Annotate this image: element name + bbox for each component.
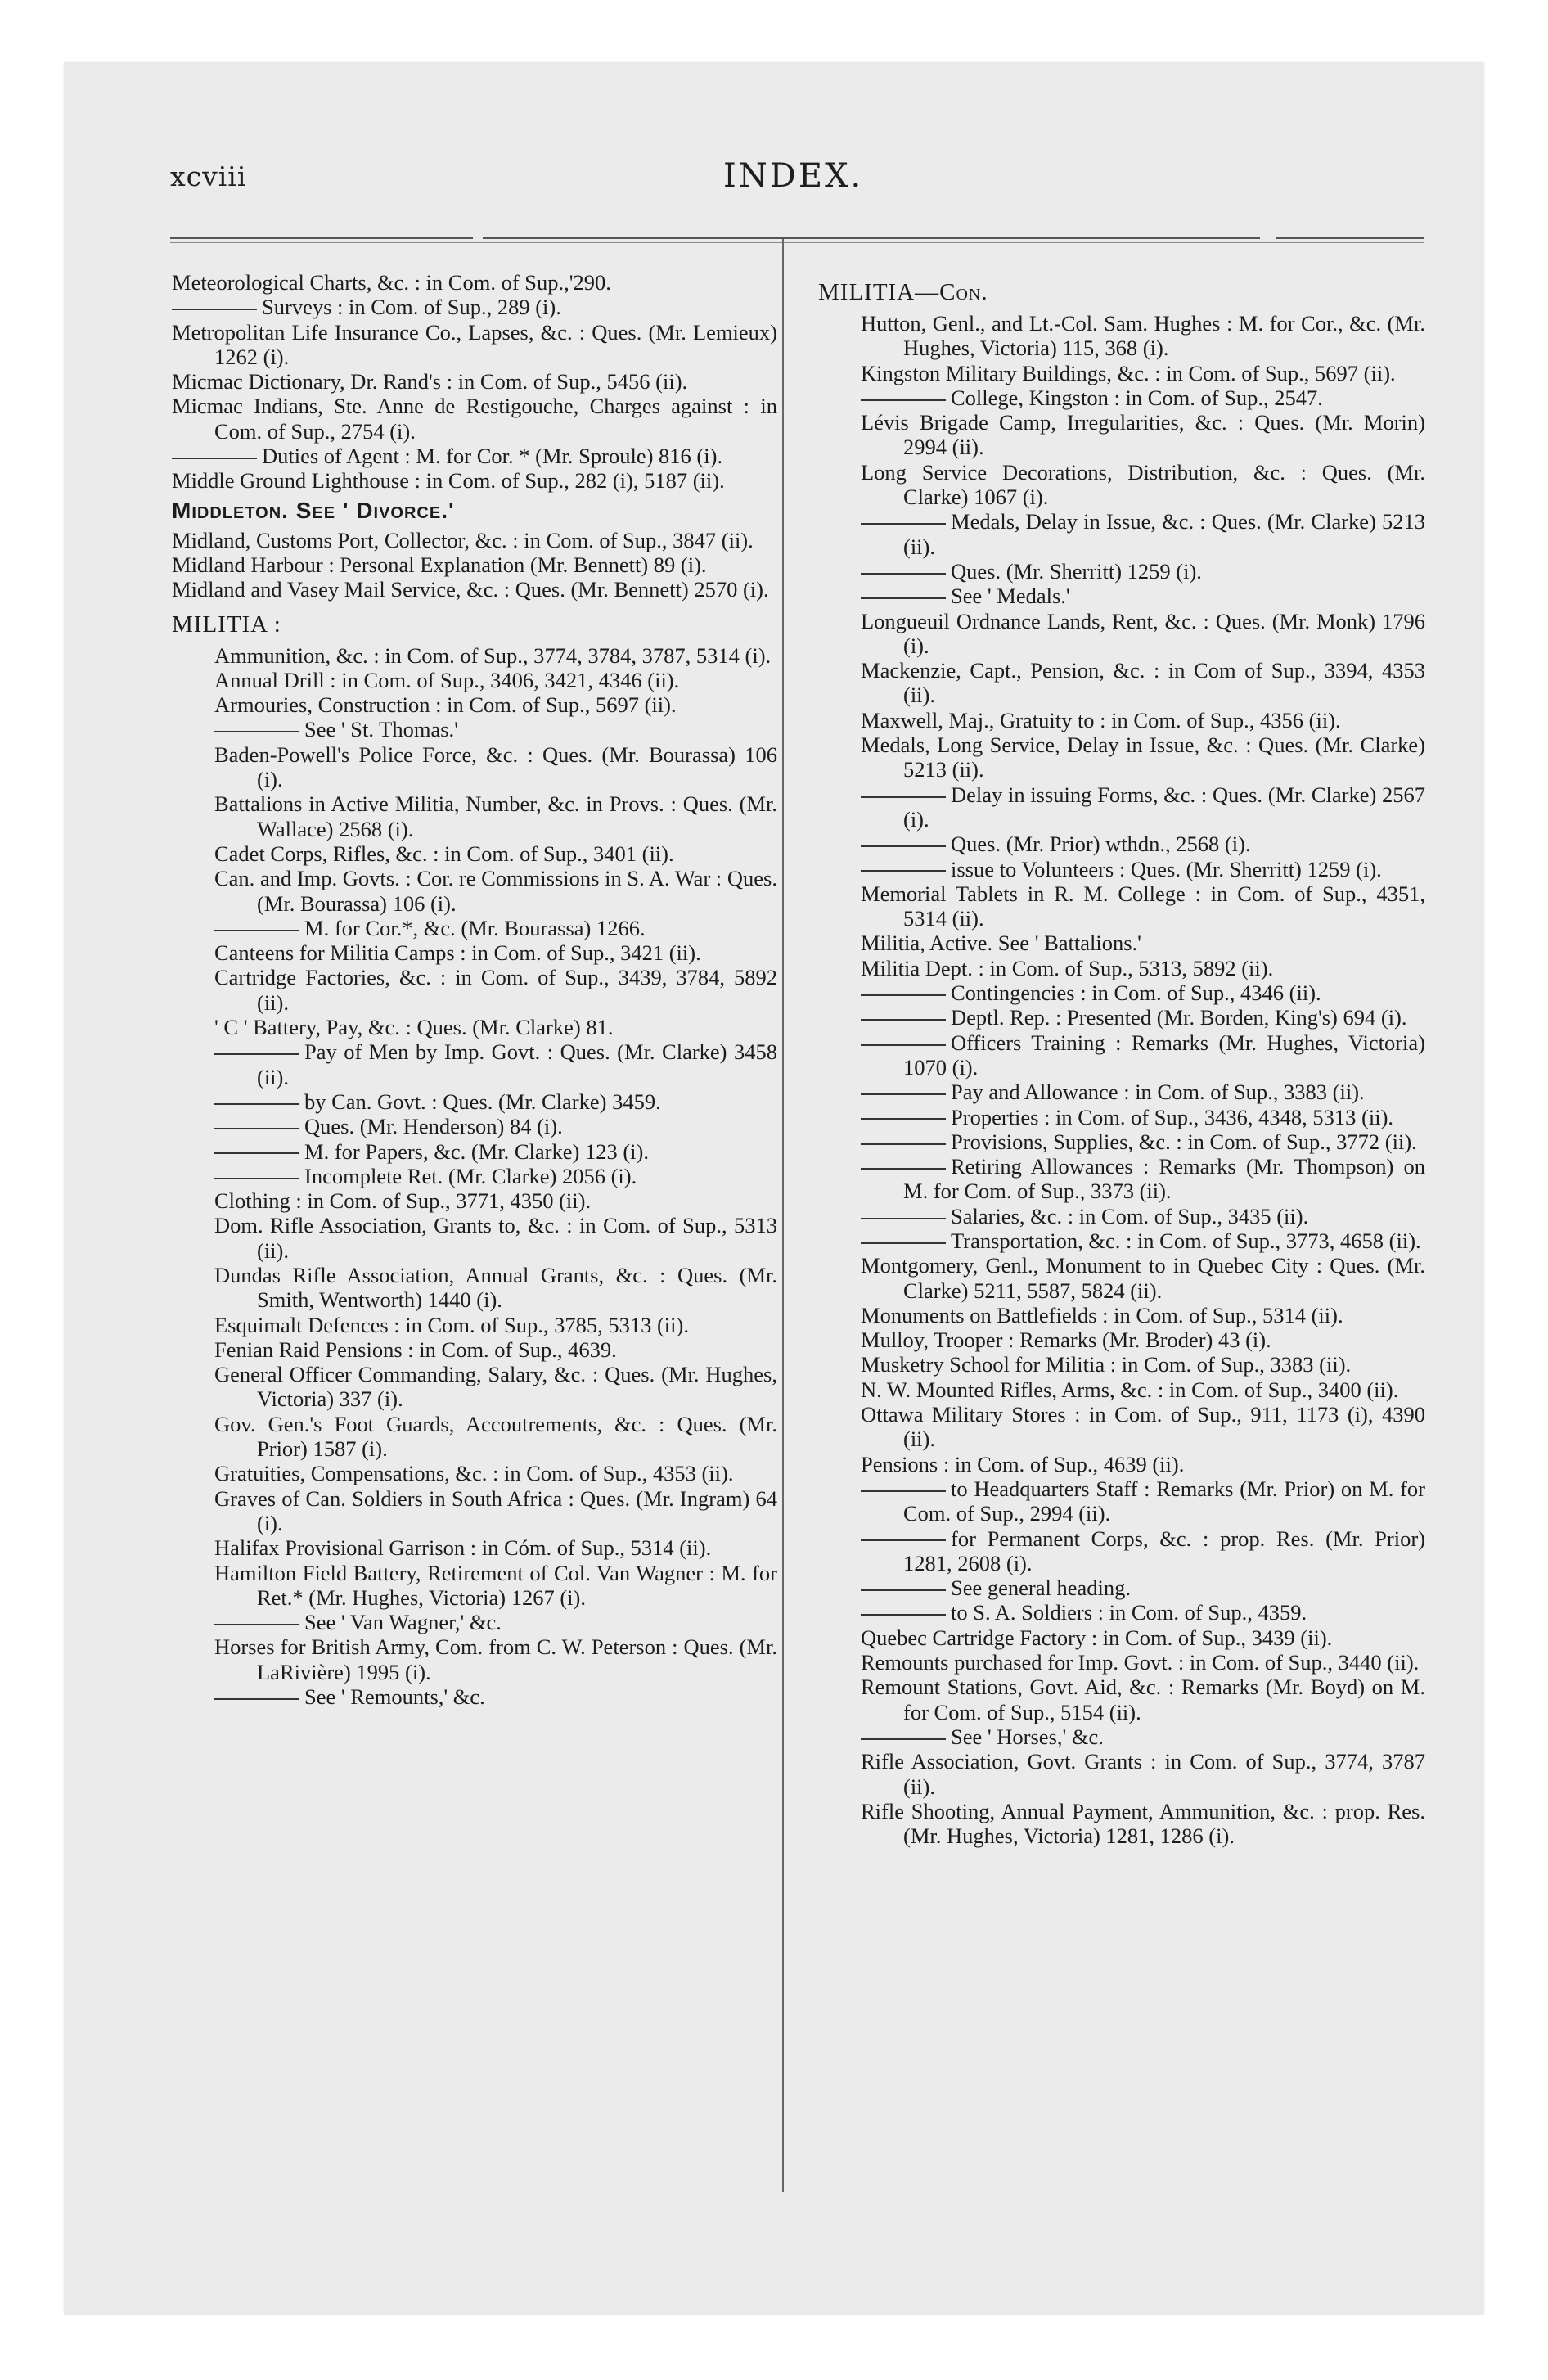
- entry-text: General Officer Commanding, Salary, &c. : Ques. (Mr. Hughes, Victoria) 337 (i).: [214, 1362, 777, 1412]
- entry-text: Mackenzie, Capt., Pension, &c. : in Com of Sup., 3394, 4353 (ii).: [861, 658, 1425, 708]
- index-entry: [861, 509, 1425, 559]
- index-entry: [214, 1337, 777, 1362]
- index-entry: [214, 1412, 777, 1462]
- index-entry: [861, 1129, 1425, 1154]
- index-entry: [214, 643, 777, 668]
- entry-text: Surveys : in Com. of Sup., 289 (i).: [262, 295, 561, 320]
- index-entry: [172, 320, 777, 370]
- index-entry: [861, 980, 1425, 1005]
- ditto-dash: [861, 1093, 946, 1095]
- ditto-dash: [214, 1128, 299, 1129]
- ditto-dash: [214, 1698, 299, 1700]
- index-entry: [214, 1213, 777, 1263]
- ditto-dash: [861, 870, 946, 872]
- ditto-dash: [214, 1624, 299, 1625]
- ditto-dash: [214, 1053, 299, 1055]
- index-entry: [861, 1799, 1425, 1849]
- page-title: INDEX.: [723, 157, 864, 195]
- index-entry: [861, 1154, 1425, 1204]
- index-entry: [861, 782, 1425, 832]
- index-entry: [861, 931, 1425, 955]
- ditto-dash: [861, 1118, 946, 1120]
- index-entry: [172, 394, 777, 444]
- entry-text: Remount Stations, Govt. Aid, &c. : Remarks (Mr. Boyd) on M. for Com. of Sup., 5154 (ii).: [861, 1675, 1425, 1724]
- entry-text: Militia, Active. See ' Battalions.': [861, 931, 1141, 956]
- entry-text: Hutton, Genl., and Lt.-Col. Sam. Hughes : M. for Cor., &c. (Mr. Hughes, Victoria) 115, 368 (i).: [861, 311, 1425, 361]
- index-entry: [861, 609, 1425, 659]
- ditto-dash: [861, 597, 946, 599]
- index-entry: [861, 881, 1425, 931]
- ditto-dash: [861, 796, 946, 798]
- entry-text: Clothing : in Com. of Sup., 3771, 4350 (ii).: [214, 1188, 592, 1214]
- entry-text: Ques. (Mr. Prior) wthdn., 2568 (i).: [951, 832, 1251, 857]
- column-divider: [782, 239, 784, 2192]
- index-entry: [861, 1675, 1425, 1724]
- index-entry: [861, 708, 1425, 732]
- entry-text: Metropolitan Life Insurance Co., Lapses, &c. : Ques. (Mr. Lemieux) 1262 (i).: [172, 319, 777, 369]
- ditto-dash: [861, 845, 946, 847]
- index-entry: [861, 410, 1425, 460]
- entry-text: Fenian Raid Pensions : in Com. of Sup., 4639.: [214, 1336, 617, 1362]
- entry-text: Graves of Can. Soldiers in South Africa : Ques. (Mr. Ingram) 64 (i).: [214, 1485, 777, 1535]
- index-entry: [861, 1005, 1425, 1030]
- entry-text: Retiring Allowances : Remarks (Mr. Thompson) on M. for Com. of Sup., 3373 (ii).: [903, 1154, 1425, 1204]
- index-entry: [861, 385, 1425, 410]
- entry-text: Can. and Imp. Govts. : Cor. re Commissions in S. A. War : Ques. (Mr. Bourassa) 106 (i).: [214, 866, 777, 916]
- entry-text: Rifle Association, Govt. Grants : in Com. of Sup., 3774, 3787 (ii).: [861, 1749, 1425, 1799]
- entry-text: See ' Horses,' &c.: [951, 1724, 1104, 1749]
- index-entry: [861, 1204, 1425, 1228]
- ditto-dash: [861, 994, 946, 996]
- entry-text: to S. A. Soldiers : in Com. of Sup., 4359.: [951, 1600, 1307, 1625]
- entry-text: Gratuities, Compensations, &c. : in Com. of Sup., 4353 (ii).: [214, 1461, 734, 1486]
- ditto-dash: [861, 1738, 946, 1740]
- entry-text: Meteorological Charts, &c. : in Com. of Sup.,'290.: [172, 270, 611, 295]
- index-entry: [861, 1105, 1425, 1129]
- entry-text: Ques. (Mr. Sherritt) 1259 (i).: [951, 558, 1202, 584]
- header-rule-right: [1276, 237, 1424, 239]
- entry-text: Micmac Indians, Ste. Anne de Restigouche, Charges against : in Com. of Sup., 2754 (i).: [172, 394, 777, 444]
- entry-text: Ottawa Military Stores : in Com. of Sup., 911, 1173 (i), 4390 (ii).: [861, 1402, 1425, 1452]
- entry-text: Incomplete Ret. (Mr. Clarke) 2056 (i).: [304, 1163, 637, 1188]
- index-entry: [861, 460, 1425, 510]
- index-entry: [214, 1486, 777, 1536]
- index-entry: [214, 692, 777, 717]
- ditto-dash: [214, 1152, 299, 1154]
- index-entry: [861, 732, 1425, 782]
- index-entry: [214, 866, 777, 916]
- entry-text: by Can. Govt. : Ques. (Mr. Clarke) 3459.: [304, 1089, 661, 1114]
- entry-text: for Permanent Corps, &c. : prop. Res. (Mr. Prior) 1281, 2608 (i).: [903, 1526, 1425, 1575]
- entry-text: Midland Harbour : Personal Explanation (Mr. Bennett) 89 (i).: [172, 552, 707, 577]
- index-entry: [214, 965, 777, 1015]
- entry-text: Gov. Gen.'s Foot Guards, Accoutrements, &c. : Ques. (Mr. Prior) 1587 (i).: [214, 1411, 777, 1462]
- entry-text: Longueuil Ordnance Lands, Rent, &c. : Ques. (Mr. Monk) 1796 (i).: [861, 608, 1425, 658]
- entry-text: Quebec Cartridge Factory : in Com. of Sup., 3439 (ii).: [861, 1625, 1333, 1650]
- index-entry: [172, 270, 777, 295]
- entry-text: Dundas Rifle Association, Annual Grants, &c. : Ques. (Mr. Smith, Wentworth) 1440 (i).: [214, 1262, 777, 1313]
- ditto-dash: [214, 1103, 299, 1105]
- index-entry: [861, 311, 1425, 361]
- index-entry: [861, 1526, 1425, 1576]
- entry-text: Properties : in Com. of Sup., 3436, 4348, 5313 (ii).: [951, 1104, 1394, 1129]
- entry-text: Pay of Men by Imp. Govt. : Ques. (Mr. Clarke) 3458 (ii).: [257, 1039, 777, 1089]
- index-entry: [861, 1625, 1425, 1650]
- entry-text: Long Service Decorations, Distribution, &c. : Ques. (Mr. Clarke) 1067 (i).: [861, 459, 1425, 510]
- section-heading: [172, 611, 777, 638]
- entry-text: Kingston Military Buildings, &c. : in Com. of Sup., 5697 (ii).: [861, 360, 1396, 385]
- entry-text: Middle Ground Lighthouse : in Com. of Sup., 282 (i), 5187 (ii).: [172, 468, 725, 494]
- entry-text: Rifle Shooting, Annual Payment, Ammunition, &c. : prop. Res. (Mr. Hughes, Victoria) 1281, 1286 (i).: [861, 1798, 1425, 1849]
- index-entry: [172, 444, 777, 468]
- ditto-dash: [172, 309, 257, 310]
- entry-text: MILITIA—Con.: [818, 279, 988, 305]
- entry-text: Midland, Customs Port, Collector, &c. : in Com. of Sup., 3847 (ii).: [172, 527, 754, 552]
- entry-text: Ammunition, &c. : in Com. of Sup., 3774, 3784, 3787, 5314 (i).: [214, 642, 772, 668]
- index-entry: [172, 552, 777, 577]
- index-entry: [861, 1030, 1425, 1080]
- entry-text: Transportation, &c. : in Com. of Sup., 3773, 4658 (ii).: [951, 1228, 1421, 1253]
- header-rule-left: [170, 237, 473, 239]
- entry-text: Battalions in Active Militia, Number, &c. in Provs. : Ques. (Mr. Wallace) 2568 (i).: [214, 791, 777, 841]
- index-entry: [172, 369, 777, 394]
- index-entry: [172, 295, 777, 319]
- entry-text: M. for Cor.*, &c. (Mr. Bourassa) 1266.: [304, 915, 646, 940]
- index-entry: [172, 497, 777, 525]
- entry-text: Musketry School for Militia : in Com. of Sup., 3383 (ii).: [861, 1352, 1352, 1377]
- ditto-dash: [172, 458, 257, 459]
- entry-text: Canteens for Militia Camps : in Com. of Sup., 3421 (ii).: [214, 940, 701, 966]
- ditto-dash: [861, 1242, 946, 1244]
- index-entry: [861, 1575, 1425, 1600]
- ditto-dash: [861, 1539, 946, 1541]
- entry-text: See general heading.: [951, 1575, 1131, 1601]
- index-entry: [861, 1080, 1425, 1104]
- entry-text: Cartridge Factories, &c. : in Com. of Sup., 3439, 3784, 5892 (ii).: [214, 965, 777, 1015]
- entry-text: Contingencies : in Com. of Sup., 4346 (ii).: [951, 980, 1321, 1006]
- index-entry: [214, 1461, 777, 1485]
- index-entry: [214, 1263, 777, 1313]
- index-entry: [861, 1476, 1425, 1526]
- index-entry: [214, 1139, 777, 1164]
- entry-text: issue to Volunteers : Ques. (Mr. Sherritt) 1259 (i).: [951, 856, 1382, 881]
- index-entry: [214, 1634, 777, 1684]
- index-entry: [214, 668, 777, 692]
- index-entry: [861, 1303, 1425, 1327]
- index-entry: [861, 658, 1425, 708]
- entry-text: Baden-Powell's Police Force, &c. : Ques. (Mr. Bourassa) 106 (i).: [214, 741, 777, 792]
- entry-text: Monuments on Battlefields : in Com. of Sup., 5314 (ii).: [861, 1302, 1343, 1327]
- index-entry: [214, 791, 777, 841]
- entry-text: College, Kingston : in Com. of Sup., 2547.: [951, 385, 1323, 410]
- entry-text: M. for Papers, &c. (Mr. Clarke) 123 (i).: [304, 1138, 649, 1164]
- ditto-dash: [214, 731, 299, 732]
- entry-text: Militia Dept. : in Com. of Sup., 5313, 5892 (ii).: [861, 955, 1274, 980]
- entry-text: Annual Drill : in Com. of Sup., 3406, 3421, 4346 (ii).: [214, 667, 680, 692]
- header-rule-thin: [170, 242, 1424, 243]
- ditto-dash: [861, 1168, 946, 1170]
- entry-text: Provisions, Supplies, &c. : in Com. of Sup., 3772 (ii).: [951, 1129, 1417, 1154]
- header-rule-mid: [483, 237, 1260, 239]
- entry-text: Halifax Provisional Garrison : in Cóm. of Sup., 5314 (ii).: [214, 1535, 712, 1561]
- entry-text: Memorial Tablets in R. M. College : in Com. of Sup., 4351, 5314 (ii).: [861, 881, 1425, 931]
- entry-text: See ' Medals.': [951, 584, 1070, 609]
- entry-text: Dom. Rifle Association, Grants to, &c. : in Com. of Sup., 5313 (ii).: [214, 1213, 777, 1263]
- index-entry: [214, 1164, 777, 1188]
- ditto-dash: [861, 1490, 946, 1492]
- ditto-dash: [861, 523, 946, 525]
- entry-text: Salaries, &c. : in Com. of Sup., 3435 (ii).: [951, 1203, 1309, 1228]
- entry-text: Armouries, Construction : in Com. of Sup., 5697 (ii).: [214, 692, 677, 718]
- entry-text: See ' Remounts,' &c.: [304, 1684, 485, 1710]
- entry-text: Ques. (Mr. Henderson) 84 (i).: [304, 1114, 563, 1139]
- entry-text: Medals, Delay in Issue, &c. : Ques. (Mr. Clarke) 5213 (ii).: [903, 509, 1425, 559]
- entry-text: Montgomery, Genl., Monument to in Quebec City : Ques. (Mr. Clarke) 5211, 5587, 5824 (ii).: [861, 1253, 1425, 1303]
- ditto-dash: [214, 1178, 299, 1179]
- entry-text: Medals, Long Service, Delay in Issue, &c. : Ques. (Mr. Clarke) 5213 (ii).: [861, 732, 1425, 782]
- entry-text: Cadet Corps, Rifles, &c. : in Com. of Sup., 3401 (ii).: [214, 841, 674, 866]
- entry-text: Midland and Vasey Mail Service, &c. : Ques. (Mr. Bennett) 2570 (i).: [172, 577, 769, 602]
- entry-text: Middleton. See ' Divorce.': [172, 497, 455, 523]
- index-entry: [861, 857, 1425, 881]
- index-entry: [861, 1724, 1425, 1749]
- index-entry: [214, 841, 777, 866]
- ditto-dash: [861, 1614, 946, 1616]
- index-entry: [861, 1327, 1425, 1352]
- entry-text: Officers Training : Remarks (Mr. Hughes, Victoria) 1070 (i).: [903, 1030, 1425, 1080]
- entry-text: N. W. Mounted Rifles, Arms, &c. : in Com. of Sup., 3400 (ii).: [861, 1377, 1399, 1402]
- entry-text: Duties of Agent : M. for Cor. * (Mr. Sproule) 816 (i).: [262, 444, 723, 469]
- entry-text: See ' St. Thomas.': [304, 717, 458, 742]
- ditto-dash: [861, 1218, 946, 1219]
- ditto-dash: [861, 1589, 946, 1591]
- index-entry: [214, 717, 777, 741]
- index-entry: [214, 1015, 777, 1039]
- index-entry: [861, 1377, 1425, 1402]
- entry-text: ' C ' Battery, Pay, &c. : Ques. (Mr. Clarke) 81.: [214, 1015, 614, 1040]
- index-entry: [214, 1684, 777, 1709]
- entry-text: Horses for British Army, Com. from C. W. Peterson : Ques. (Mr. LaRivière) 1995 (i).: [214, 1634, 777, 1684]
- ditto-dash: [861, 573, 946, 575]
- index-entry: [172, 468, 777, 493]
- entry-text: Maxwell, Maj., Gratuity to : in Com. of Sup., 4356 (ii).: [861, 707, 1341, 732]
- index-entry: [214, 1089, 777, 1114]
- ditto-dash: [861, 1143, 946, 1145]
- index-column-left: [172, 270, 777, 1709]
- index-entry: [861, 584, 1425, 608]
- entry-text: Esquimalt Defences : in Com. of Sup., 3785, 5313 (ii).: [214, 1312, 689, 1337]
- entry-text: See ' Van Wagner,' &c.: [304, 1610, 502, 1635]
- index-entry: [861, 956, 1425, 980]
- entry-text: to Headquarters Staff : Remarks (Mr. Prior) on M. for Com. of Sup., 2994 (ii).: [903, 1476, 1425, 1526]
- entry-text: Pensions : in Com. of Sup., 4639 (ii).: [861, 1451, 1185, 1476]
- index-entry: [214, 742, 777, 792]
- index-entry: [861, 361, 1425, 385]
- index-entry: [214, 1039, 777, 1089]
- index-entry: [861, 1253, 1425, 1303]
- index-entry: [172, 577, 777, 602]
- entry-text: Deptl. Rep. : Presented (Mr. Borden, King's) 694 (i).: [951, 1005, 1407, 1030]
- entry-text: Lévis Brigade Camp, Irregularities, &c. : Ques. (Mr. Morin) 2994 (ii).: [861, 410, 1425, 460]
- entry-text: MILITIA :: [172, 611, 281, 638]
- index-entry: [214, 1188, 777, 1213]
- index-entry: [214, 1362, 777, 1412]
- entry-text: Pay and Allowance : in Com. of Sup., 3383 (ii).: [951, 1080, 1365, 1105]
- entry-text: Delay in issuing Forms, &c. : Ques. (Mr. Clarke) 2567 (i).: [903, 782, 1425, 832]
- index-entry: [861, 1600, 1425, 1625]
- index-entry: [861, 1352, 1425, 1377]
- index-entry: [172, 528, 777, 552]
- entry-text: Hamilton Field Battery, Retirement of Col. Van Wagner : M. for Ret.* (Mr. Hughes, Victoria) 1267 (i).: [214, 1560, 777, 1610]
- index-entry: [861, 1650, 1425, 1675]
- index-entry: [861, 559, 1425, 584]
- index-entry: [861, 832, 1425, 856]
- index-column-right: [818, 270, 1425, 1848]
- ditto-dash: [861, 399, 946, 401]
- entry-text: Remounts purchased for Imp. Govt. : in Com. of Sup., 3440 (ii).: [861, 1650, 1420, 1675]
- index-entry: [214, 916, 777, 940]
- index-entry: [861, 1228, 1425, 1253]
- index-entry: [861, 1402, 1425, 1452]
- page-number: xcviii: [170, 160, 247, 192]
- index-entry: [214, 1114, 777, 1138]
- entry-text: Mulloy, Trooper : Remarks (Mr. Broder) 43 (i).: [861, 1327, 1271, 1353]
- index-entry: [214, 940, 777, 965]
- index-entry: [861, 1452, 1425, 1476]
- index-entry: [861, 1749, 1425, 1799]
- section-heading: [818, 278, 1425, 306]
- entry-text: Micmac Dictionary, Dr. Rand's : in Com. of Sup., 5456 (ii).: [172, 369, 688, 394]
- ditto-dash: [214, 930, 299, 931]
- ditto-dash: [861, 1019, 946, 1021]
- index-entry: [214, 1535, 777, 1560]
- index-entry: [214, 1313, 777, 1337]
- index-entry: [214, 1610, 777, 1634]
- ditto-dash: [861, 1044, 946, 1046]
- index-entry: [214, 1561, 777, 1611]
